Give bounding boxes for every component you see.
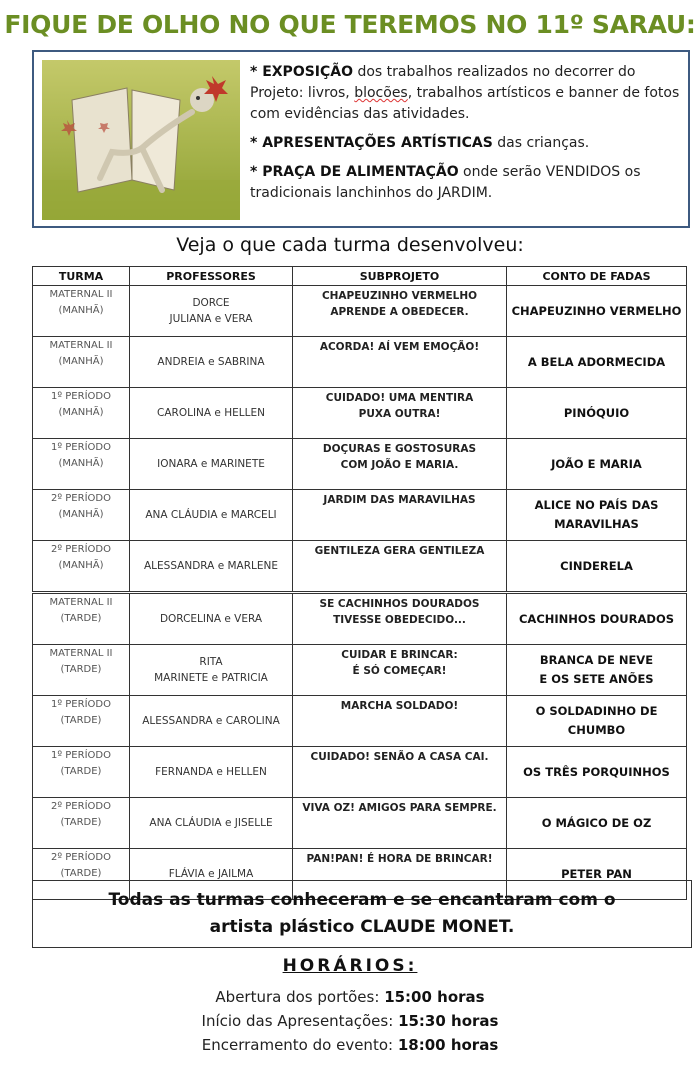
cell-conto (507, 593, 687, 645)
cell-turma-line: (MANHÃ) (58, 356, 104, 367)
cell-professores-line: ALESSANDRA e MARLENE (143, 560, 278, 572)
cell-conto-line: CACHINHOS DOURADOS (518, 611, 674, 626)
exposicao-item: * EXPOSIÇÃO dos trabalhos realizados no decorrer do Projeto: livros, blocões, trabalhos artísticos e banner de fotos com evidências das atividades. (250, 64, 680, 122)
cell-conto-line: O MÁGICO DE OZ (541, 815, 652, 830)
monet-box (32, 880, 692, 948)
cell-professores (130, 439, 293, 490)
cell-conto (507, 337, 687, 388)
cell-conto (507, 439, 687, 490)
cell-turma-line: 1º PERÍODO (51, 699, 111, 710)
cell-turma (33, 541, 130, 593)
classes-table (32, 266, 687, 900)
cell-professores-line: DORCELINA e VERA (159, 613, 263, 625)
cell-conto (507, 388, 687, 439)
cell-subprojeto (293, 593, 507, 645)
cell-subprojeto (293, 798, 507, 849)
page-title: FIQUE DE OLHO NO QUE TEREMOS NO 11º SARAU: (4, 10, 696, 39)
cell-conto-line: CHUMBO (567, 723, 626, 737)
cell-turma (33, 798, 130, 849)
cell-turma (33, 593, 130, 645)
cell-subprojeto-line: DOÇURAS E GOSTOSURAS (322, 443, 477, 455)
monet-line-1: Todas as turmas conheceram e se encantaram com o (108, 890, 616, 910)
cell-turma-line: (MANHÃ) (58, 407, 104, 418)
hours-item: Início das Apresentações: 15:30 horas (201, 1012, 499, 1030)
cell-professores-line: DORCE (192, 297, 230, 309)
cell-turma (33, 747, 130, 798)
table-row (33, 541, 687, 593)
cell-subprojeto-line: CUIDADO! SENÃO A CASA CAI. (310, 751, 489, 763)
table-row (33, 798, 687, 849)
cell-conto-line: MARAVILHAS (554, 517, 639, 531)
section-subtitle: Veja o que cada turma desenvolveu: (176, 234, 524, 256)
cell-conto (507, 645, 687, 696)
hours-item: Encerramento do evento: 18:00 horas (201, 1036, 499, 1054)
cell-turma (33, 286, 130, 337)
cell-subprojeto (293, 439, 507, 490)
cell-professores-line: IONARA e MARINETE (157, 458, 265, 470)
table-row (33, 645, 687, 696)
cell-subprojeto-line: ACORDA! AÍ VEM EMOÇÃO! (319, 341, 480, 353)
intro-bullets (250, 62, 682, 212)
cell-professores-line: MARINETE e PATRICIA (154, 672, 268, 684)
cell-professores (130, 798, 293, 849)
cell-turma-line: (TARDE) (60, 868, 102, 879)
cell-conto-line: A BELA ADORMECIDA (527, 354, 666, 369)
header-turma: TURMA (33, 267, 130, 286)
header-professores: PROFESSORES (130, 267, 293, 286)
cell-conto (507, 490, 687, 541)
cell-professores-line: ALESSANDRA e CAROLINA (142, 715, 280, 727)
cell-professores (130, 696, 293, 747)
cell-subprojeto-line: CUIDADO! UMA MENTIRA (325, 392, 474, 404)
cell-professores-line: FERNANDA e HELLEN (155, 766, 267, 778)
cell-subprojeto-line: PAN!PAN! É HORA DE BRINCAR! (306, 853, 493, 865)
cell-professores-line: JULIANA e VERA (169, 313, 253, 325)
cell-turma-line: 1º PERÍODO (51, 750, 111, 761)
cell-professores (130, 388, 293, 439)
table-row (33, 696, 687, 747)
cell-professores-line: ANDREIA e SABRINA (157, 356, 265, 368)
cell-conto-line: OS TRÊS PORQUINHOS (523, 764, 670, 779)
cell-turma-line: (MANHÃ) (58, 560, 104, 571)
cell-conto-line: BRANCA DE NEVE (539, 653, 654, 667)
cell-subprojeto-line: MARCHA SOLDADO! (340, 700, 459, 712)
header-subprojeto: SUBPROJETO (293, 267, 507, 286)
table-row (33, 593, 687, 645)
cell-conto-line: JOÃO E MARIA (551, 456, 642, 471)
cell-professores-line: CAROLINA e HELLEN (157, 407, 265, 419)
cell-turma-line: MATERNAL II (49, 340, 113, 351)
cell-turma-line: (TARDE) (60, 715, 102, 726)
hours-list (0, 985, 700, 1057)
cell-subprojeto-line: VIVA OZ! AMIGOS PARA SEMPRE. (302, 802, 497, 814)
cell-professores (130, 747, 293, 798)
cell-subprojeto-line: COM JOÃO E MARIA. (340, 459, 459, 471)
cell-subprojeto (293, 747, 507, 798)
table-row (33, 747, 687, 798)
table-header-row (33, 267, 687, 286)
cell-professores (130, 645, 293, 696)
table-body (33, 286, 687, 900)
table-row (33, 490, 687, 541)
cell-professores (130, 490, 293, 541)
cell-turma (33, 388, 130, 439)
cell-conto-line: E OS SETE ANÕES (539, 672, 654, 686)
cell-subprojeto-line: CHAPEUZINHO VERMELHO (321, 290, 478, 302)
cell-turma-line: 2º PERÍODO (51, 801, 111, 812)
cell-conto-line: CHAPEUZINHO VERMELHO (511, 303, 682, 318)
cell-turma-line: 2º PERÍODO (51, 493, 111, 504)
cell-subprojeto-line: TIVESSE OBEDECIDO... (333, 614, 466, 626)
table-row (33, 388, 687, 439)
cell-turma-line: 1º PERÍODO (51, 391, 111, 402)
cell-turma (33, 439, 130, 490)
cell-professores-line: ANA CLÁUDIA e JISELLE (149, 817, 273, 829)
cell-professores (130, 286, 293, 337)
cell-conto-line: O SOLDADINHO DE (535, 704, 658, 718)
cell-conto (507, 696, 687, 747)
table-row (33, 337, 687, 388)
header-conto: CONTO DE FADAS (507, 267, 687, 286)
cell-subprojeto (293, 696, 507, 747)
cell-professores (130, 337, 293, 388)
table-row (33, 439, 687, 490)
cell-professores (130, 593, 293, 645)
cell-turma-line: (TARDE) (60, 664, 102, 675)
cell-conto-line: PETER PAN (561, 866, 632, 881)
cell-conto (507, 541, 687, 593)
cell-turma-line: (MANHÃ) (58, 509, 104, 520)
intro-box (32, 50, 690, 228)
cell-conto (507, 798, 687, 849)
cell-turma-line: (TARDE) (60, 766, 102, 777)
apresentacoes-item: * APRESENTAÇÕES ARTÍSTICAS das crianças. (250, 135, 590, 151)
cell-conto-line: ALICE NO PAÍS DAS (534, 498, 659, 512)
cell-professores-line: ANA CLÁUDIA e MARCELI (145, 509, 277, 521)
cell-turma-line: MATERNAL II (49, 289, 113, 300)
cell-subprojeto (293, 490, 507, 541)
cell-subprojeto-line: PUXA OUTRA! (358, 408, 441, 420)
cell-turma-line: 2º PERÍODO (51, 852, 111, 863)
cell-turma (33, 490, 130, 541)
cell-turma-line: (MANHÃ) (58, 458, 104, 469)
cell-turma-line: (MANHÃ) (58, 305, 104, 316)
cell-subprojeto-line: APRENDE A OBEDECER. (330, 306, 469, 318)
cell-conto-line: PINÓQUIO (563, 405, 630, 420)
cell-subprojeto-line: CUIDAR E BRINCAR: (341, 649, 458, 661)
cell-turma-line: 2º PERÍODO (51, 544, 111, 555)
cell-subprojeto (293, 645, 507, 696)
hours-item: Abertura dos portões: 15:00 horas (215, 988, 485, 1006)
hours-title: HORÁRIOS: (282, 956, 418, 976)
cell-subprojeto-line: JARDIM DAS MARAVILHAS (323, 494, 476, 506)
cell-turma-line: MATERNAL II (49, 597, 113, 608)
cell-subprojeto-line: GENTILEZA GERA GENTILEZA (314, 545, 485, 557)
cell-turma-line: (TARDE) (60, 613, 102, 624)
cell-conto-line: CINDERELA (560, 558, 633, 573)
table-row (33, 286, 687, 337)
cell-professores (130, 541, 293, 593)
cell-subprojeto (293, 337, 507, 388)
cell-subprojeto-line: SE CACHINHOS DOURADOS (319, 598, 480, 610)
cell-turma (33, 337, 130, 388)
cell-subprojeto (293, 286, 507, 337)
cell-turma-line: 1º PERÍODO (51, 442, 111, 453)
cell-turma-line: MATERNAL II (49, 648, 113, 659)
cell-turma (33, 696, 130, 747)
cell-professores-line: FLÁVIA e JAILMA (168, 868, 254, 880)
cell-conto (507, 286, 687, 337)
cell-professores-line: RITA (199, 656, 223, 668)
cell-conto (507, 747, 687, 798)
cell-subprojeto-line: É SÓ COMEÇAR! (352, 665, 447, 677)
cell-turma (33, 645, 130, 696)
cell-subprojeto (293, 388, 507, 439)
cell-subprojeto (293, 541, 507, 593)
praca-item: * PRAÇA DE ALIMENTAÇÃO onde serão VENDIDOS os tradicionais lanchinhos do JARDIM. (250, 164, 641, 201)
cell-turma-line: (TARDE) (60, 817, 102, 828)
monet-line-2: artista plástico CLAUDE MONET. (209, 917, 515, 937)
storybook-character-illustration (42, 60, 240, 220)
